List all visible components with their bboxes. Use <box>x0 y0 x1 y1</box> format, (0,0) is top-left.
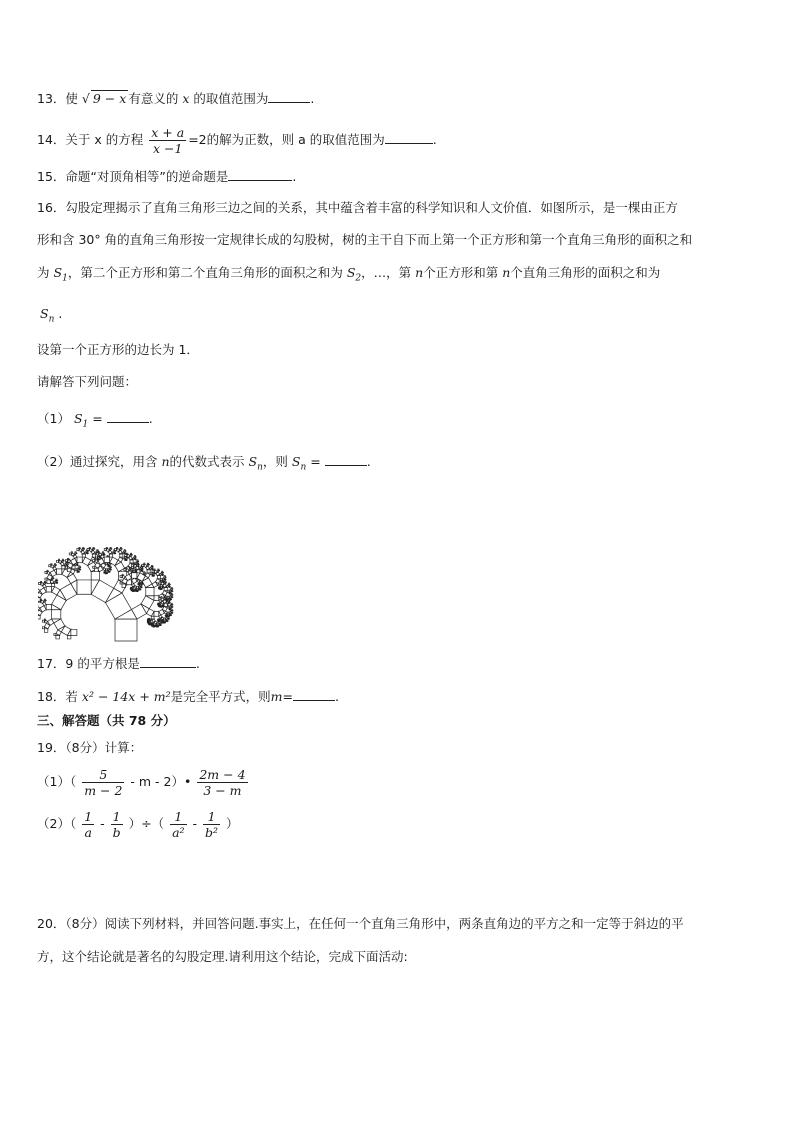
tree-shape <box>47 580 50 583</box>
q14-pre: 关于 x 的方程 <box>65 132 144 147</box>
q14-number: 14． <box>37 132 66 147</box>
section-3-title-text: 三、解答题（共 78 分） <box>37 713 176 728</box>
tree-shape <box>159 570 160 571</box>
tree-shape <box>76 553 77 554</box>
answer-blank[interactable] <box>293 688 335 701</box>
tree-shape <box>153 566 154 567</box>
q16-line3c: ，…，第 <box>361 265 412 280</box>
question-16-line5 <box>37 342 199 358</box>
tree-shape <box>147 570 150 573</box>
tree-shape <box>56 565 57 566</box>
q19-number: 19． <box>37 740 66 755</box>
fraction-numerator: 2m − 4 <box>199 767 246 782</box>
q13-number: 13． <box>37 91 66 106</box>
question-15 <box>37 168 296 185</box>
tree-shape <box>154 596 159 601</box>
tree-shape <box>46 604 51 609</box>
tree-shape <box>46 600 47 601</box>
q18-eq: = <box>282 689 293 704</box>
q16-s: S <box>40 306 49 321</box>
tree-shape <box>46 587 51 592</box>
tree-shape <box>132 554 133 555</box>
question-14 <box>37 122 437 158</box>
question-16-part2 <box>37 453 371 476</box>
tree-shape <box>126 568 127 569</box>
question-19 <box>37 740 142 756</box>
q17-number: 17． <box>37 656 66 671</box>
q16-s: S <box>248 454 258 469</box>
tree-shape <box>165 577 166 578</box>
q16-s: S <box>346 265 356 280</box>
tree-shape <box>47 570 48 571</box>
tree-shape <box>172 595 173 596</box>
tree-shape <box>142 585 143 586</box>
tree-shape <box>91 572 99 580</box>
tree-shape <box>145 573 146 574</box>
tree-shape <box>92 554 95 557</box>
q16-line3d: 个正方形和第 <box>423 265 499 280</box>
tree-shape <box>82 554 85 557</box>
q18-pre: 若 <box>65 689 78 704</box>
tree-shape <box>149 564 150 565</box>
tree-shape <box>89 547 90 548</box>
tree-shape <box>94 548 95 549</box>
tree-shape <box>136 557 137 558</box>
q16-p2-label: （2）通过探究，用含 <box>37 454 158 469</box>
q16-line3e: 个直角三角形的面积之和为 <box>510 265 661 280</box>
tree-shape <box>172 604 173 605</box>
tree-shape <box>122 574 123 575</box>
tree-shape <box>67 635 70 638</box>
q16-sub1: 1 <box>62 273 68 284</box>
tree-shape <box>137 570 140 573</box>
tree-shape <box>154 611 159 616</box>
tree-shape <box>41 581 42 582</box>
fraction-numerator: 1 <box>111 809 123 825</box>
tree-shape <box>53 578 54 579</box>
q16-p1-end: . <box>148 411 153 426</box>
q14-frac-num: x + a <box>151 125 185 140</box>
tree-shape <box>99 552 100 553</box>
q16-s: S <box>73 411 83 426</box>
tree-shape <box>157 576 160 579</box>
question-13 <box>37 90 314 107</box>
section-3-title <box>37 713 176 729</box>
tree-shape <box>110 554 113 557</box>
tree-shape <box>139 564 140 565</box>
q20-line2: 方，这个结论就是著名的勾股定理.请利用这个结论，完成下面活动: <box>37 949 408 964</box>
answer-blank[interactable] <box>385 131 433 144</box>
q17-end: . <box>195 656 200 671</box>
q13-mid: 有意义的 <box>128 91 179 106</box>
tree-shape <box>125 551 126 552</box>
tree-shape <box>62 566 65 569</box>
q17-text: 9 的平方根是 <box>65 656 140 671</box>
tree-shape <box>44 619 45 620</box>
q20-number: 20． <box>37 916 66 931</box>
q16-line3a: 为 <box>37 265 50 280</box>
tree-shape <box>127 553 128 554</box>
fraction-denominator: b <box>112 825 121 840</box>
question-16-part1 <box>37 410 153 433</box>
q16-s: S <box>53 265 63 280</box>
q19-p2-end: ） <box>226 816 239 831</box>
fraction-numerator: 1 <box>170 809 186 825</box>
tree-shape <box>111 567 112 568</box>
q13-radicand: 9 − x <box>92 91 127 106</box>
tree-shape <box>63 560 64 561</box>
tree-shape <box>115 619 137 641</box>
tree-shape <box>72 566 75 569</box>
tree-shape <box>56 635 59 638</box>
q16-line6: 请解答下列问题： <box>37 374 138 389</box>
fraction-numerator: 1 <box>203 809 220 825</box>
q16-n: n <box>502 265 511 280</box>
q16-p2-eq: = <box>310 454 321 469</box>
q16-n: n <box>161 454 170 469</box>
q13-post: 的取值范围为 <box>193 91 269 106</box>
q19-p2-label: （2）（ <box>37 816 77 831</box>
q18-expression: x² − 14x + m² <box>81 689 171 704</box>
q15-end: . <box>292 169 297 184</box>
tree-shape <box>172 589 173 590</box>
tree-shape <box>84 548 85 549</box>
q16-line3b: ，第二个正方形和第二个直角三角形的面积之和为 <box>67 265 343 280</box>
tree-shape <box>46 582 47 583</box>
question-20-line1 <box>37 916 684 932</box>
tree-shape <box>116 547 117 548</box>
tree-shape <box>95 568 98 571</box>
tree-shape <box>134 563 135 564</box>
q16-n: n <box>415 265 424 280</box>
fraction-denominator: 3 − m <box>203 783 242 798</box>
question-16-line6 <box>37 374 137 390</box>
q16-p2-mid: 的代数式表示 <box>169 454 245 469</box>
q16-line2: 形和含 30° 角的直角三角形按一定规律长成的勾股树，树的主干自下而上第一个正方形和第一个直角三角形的面积之和 <box>37 232 693 247</box>
q13-end: . <box>310 91 315 106</box>
q16-line5: 设第一个正方形的边长为 1． <box>37 342 199 357</box>
question-16-line2 <box>37 232 692 248</box>
tree-shape <box>162 620 163 621</box>
tree-shape <box>121 548 122 549</box>
q14-frac-den: x −1 <box>152 141 183 156</box>
tree-shape <box>38 598 40 601</box>
q13-var: x <box>182 91 190 106</box>
answer-blank[interactable] <box>107 410 149 423</box>
tree-shape <box>67 558 68 559</box>
q19-p1-fraction1 <box>82 767 124 798</box>
q18-mid: 是完全平方式，则 <box>170 689 271 704</box>
answer-blank[interactable] <box>228 168 292 181</box>
tree-shape <box>52 610 61 619</box>
tree-shape <box>138 561 139 562</box>
q16-sub-n: n <box>257 462 263 473</box>
question-16-line4 <box>40 306 62 328</box>
q18-number: 18． <box>37 689 66 704</box>
q16-s: S <box>291 454 301 469</box>
tree-shape <box>44 629 47 632</box>
tree-shape <box>130 560 133 563</box>
sqrt-symbol: √ <box>81 91 90 106</box>
tree-shape <box>104 557 109 562</box>
q16-p1-label: （1） <box>37 411 70 426</box>
tree-shape <box>170 584 171 585</box>
q20-line1: （8分）阅读下列材料，并回答问题.事实上，在任何一个直角三角形中，两条直角边的平方之和一定等于斜边的平 <box>65 916 684 931</box>
tree-shape <box>77 557 82 562</box>
pythagoras-tree-figure <box>38 485 214 645</box>
question-16-line3 <box>37 265 660 287</box>
tree-shape <box>71 629 77 635</box>
tree-shape <box>77 580 91 594</box>
tree-shape <box>170 600 171 601</box>
q19-p2-minus: - <box>100 816 105 831</box>
q14-fraction <box>149 125 186 156</box>
tree-shape <box>111 548 112 549</box>
q14-post: =2的解为正数，则 a 的取值范围为 <box>188 132 385 147</box>
tree-shape <box>151 616 154 619</box>
tree-shape <box>122 584 125 587</box>
q16-line4-end: . <box>58 306 63 321</box>
q16-p2-end: . <box>366 454 371 469</box>
q18-end: . <box>335 689 339 704</box>
fraction-numerator: 5 <box>82 767 124 783</box>
tree-shape <box>93 566 95 568</box>
q19-p2-fraction2 <box>111 809 123 840</box>
tree-shape <box>164 603 167 606</box>
tree-shape <box>104 553 105 554</box>
q16-number: 16． <box>37 200 66 215</box>
tree-shape <box>38 616 40 619</box>
question-19-part2 <box>37 804 239 844</box>
answer-blank[interactable] <box>268 90 310 103</box>
tree-shape <box>79 547 80 548</box>
tree-shape <box>42 627 44 629</box>
tree-shape <box>57 580 58 581</box>
fraction-denominator: b² <box>205 825 219 840</box>
q19-p1-fraction2 <box>197 767 247 798</box>
q19-p1-mid: - m - 2）• <box>130 774 192 789</box>
tree-shape <box>132 573 137 578</box>
tree-shape <box>166 582 167 583</box>
q19-p1-label: （1）（ <box>37 774 77 789</box>
fraction-denominator: a <box>84 825 92 840</box>
tree-shape <box>54 633 56 635</box>
tree-shape <box>52 584 55 587</box>
q19-score: （8分）计算： <box>65 740 143 755</box>
q15-number: 15． <box>37 169 66 184</box>
tree-shape <box>41 599 42 600</box>
answer-blank[interactable] <box>140 655 196 668</box>
tree-shape <box>120 582 122 584</box>
q19-p2-divide: ）÷（ <box>128 816 165 831</box>
tree-shape <box>56 569 61 574</box>
tree-shape <box>95 558 96 559</box>
tree-shape <box>146 587 154 595</box>
tree-shape <box>80 567 81 568</box>
q16-p2-then: ，则 <box>262 454 288 469</box>
q19-p2-minus2: - <box>192 816 198 831</box>
q13-pre: 使 <box>65 91 78 106</box>
question-17 <box>37 655 200 672</box>
question-19-part1 <box>37 762 250 802</box>
tree-shape <box>161 581 162 582</box>
tree-shape <box>144 563 145 564</box>
question-16-line1 <box>37 200 678 216</box>
tree-shape <box>154 569 155 570</box>
q15-text: 命题“对顶角相等”的逆命题是 <box>65 169 229 184</box>
tree-shape <box>71 552 72 553</box>
tree-shape <box>169 616 170 617</box>
q16-sub-n: n <box>300 462 307 473</box>
fraction-numerator: 1 <box>84 809 93 824</box>
tree-shape <box>163 572 164 573</box>
tree-shape <box>131 569 132 570</box>
tree-shape <box>164 587 167 590</box>
q18-var: m <box>270 689 283 704</box>
question-18 <box>37 688 339 705</box>
tree-shape <box>166 598 167 599</box>
q16-sub2: 2 <box>355 273 362 284</box>
tree-shape <box>106 547 107 548</box>
q16-sub1: 1 <box>82 419 89 430</box>
tree-shape <box>58 559 59 560</box>
q19-p2-fraction3 <box>170 809 186 840</box>
tree-shape <box>67 568 70 571</box>
tree-shape <box>120 554 123 557</box>
q16-line1: 勾股定理揭示了直角三角形三边之间的关系，其中蕴含着丰富的科学知识和人文价值．如图所示，是一棵由正方 <box>65 200 678 215</box>
q16-sub-n: n <box>48 314 55 325</box>
tree-shape <box>104 554 105 555</box>
tree-shape <box>98 551 99 552</box>
tree-shape <box>161 597 162 598</box>
tree-shape <box>51 564 52 565</box>
fraction-denominator: m − 2 <box>84 783 123 798</box>
q19-p2-fraction4 <box>203 809 220 840</box>
tree-shape <box>45 578 47 580</box>
tree-shape <box>172 610 173 611</box>
q14-end: . <box>432 132 437 147</box>
q16-p1-eq: = <box>92 411 103 426</box>
answer-blank[interactable] <box>325 453 367 466</box>
question-20-line2 <box>37 949 408 965</box>
q19-p2-fraction1 <box>82 809 94 840</box>
fraction-denominator: a² <box>172 825 185 840</box>
tree-shape <box>65 566 67 568</box>
